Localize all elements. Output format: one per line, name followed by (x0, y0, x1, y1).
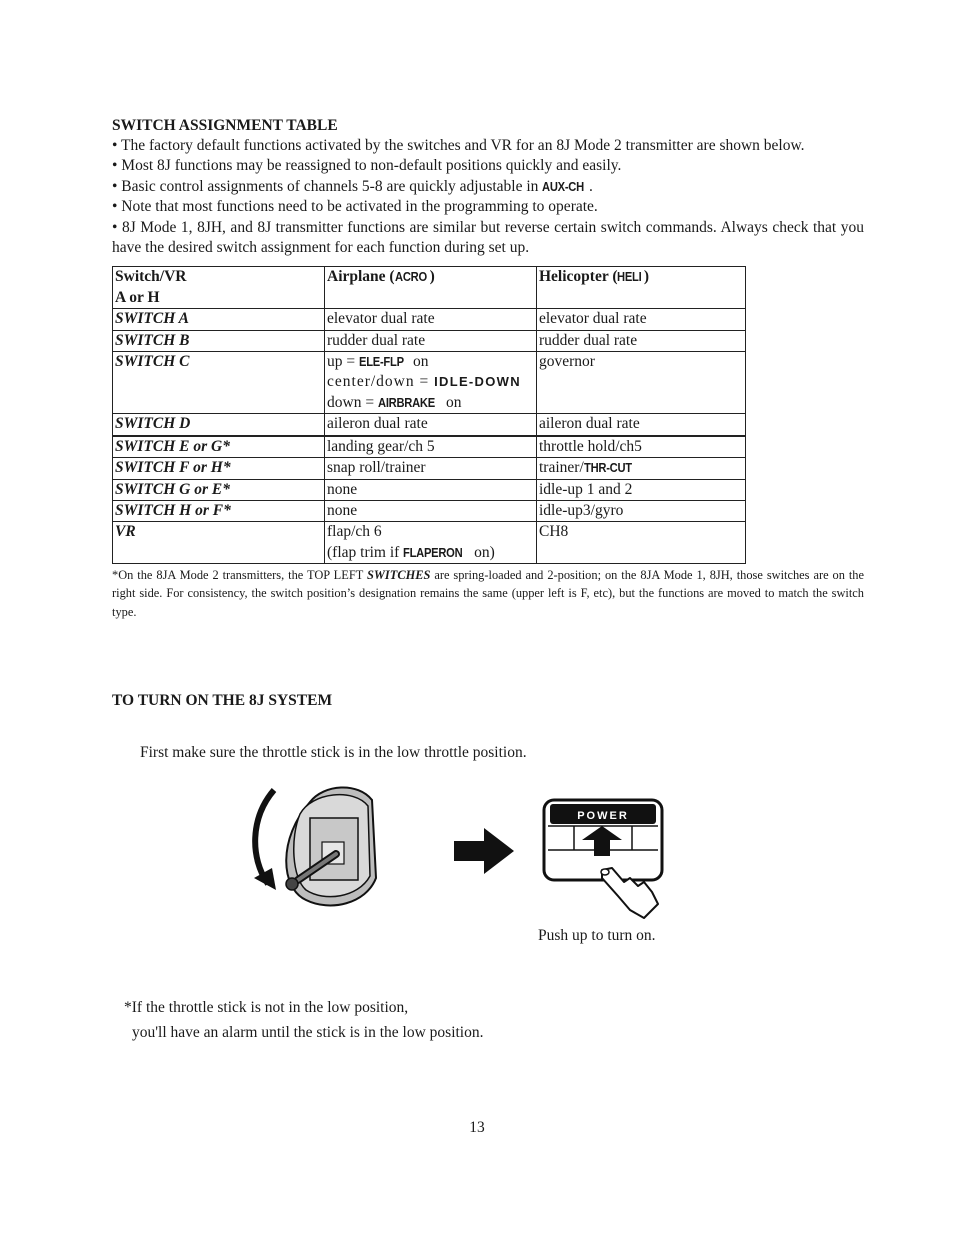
heli-tag: HELI (617, 269, 642, 285)
thr-cut-tag: THR-CUT (583, 460, 632, 476)
header-airplane: Airplane (ACRO ) (325, 267, 537, 309)
switch-cell: VR (113, 522, 325, 564)
section-heading: SWITCH ASSIGNMENT TABLE (112, 117, 338, 134)
aux-ch-tag: AUX-CH (542, 178, 585, 194)
arrow-head (254, 868, 276, 890)
push-caption: Push up to turn on. (538, 927, 656, 944)
switch-cell: SWITCH G or E* (113, 479, 325, 500)
throttle-instruction: First make sure the throttle stick is in the low throttle position. (140, 744, 527, 761)
switch-cell: SWITCH A (113, 309, 325, 330)
right-arrow-icon (454, 828, 516, 874)
page-number: 13 (469, 1119, 485, 1136)
heli-cell: governor (537, 352, 746, 414)
switch-assignment-section (112, 116, 864, 621)
airplane-cell: none (325, 479, 537, 500)
airplane-cell: up = ELE-FLP on center/down = IDLE-DOWN down = AIRBRAKE on (325, 352, 537, 414)
heli-cell: elevator dual rate (537, 309, 746, 330)
power-label: POWER (577, 810, 629, 822)
bullet-2: • Most 8J functions may be reassigned to non-default positions quickly and easily. (112, 157, 622, 175)
switch-cell: SWITCH E or G* (113, 436, 325, 458)
acro-tag: ACRO (394, 269, 427, 285)
heli-cell: idle-up 1 and 2 (537, 479, 746, 500)
section-heading-turn-on: TO TURN ON THE 8J SYSTEM (112, 692, 333, 709)
airplane-cell: aileron dual rate (325, 414, 537, 436)
header-helicopter: Helicopter (HELI ) (537, 267, 746, 309)
airplane-cell: elevator dual rate (325, 309, 537, 330)
airplane-cell: rudder dual rate (325, 330, 537, 351)
table-row (113, 414, 746, 436)
table-row (113, 458, 746, 479)
airplane-cell: flap/ch 6 (flap trim if FLAPERON on) (325, 522, 537, 564)
bullet-4: • Note that most functions need to be activated in the programming to operate. (112, 198, 598, 216)
heli-cell: trainer/THR-CUT (537, 458, 746, 479)
heli-cell: idle-up3/gyro (537, 500, 746, 521)
switch-cell: SWITCH F or H* (113, 458, 325, 479)
table-footnote: *On the 8JA Mode 2 transmitters, the TOP LEFT SWITCHES are spring-loaded and 2-position; on the 8JA Mode 1, 8JH, those switches are on the right side. For consistency, the switch position’s designation remains the same (upper left is F, etc), but the functions are moved to match the switch type. (112, 568, 864, 619)
table-row (113, 436, 746, 458)
header-switch: Switch/VR A or H (113, 267, 325, 309)
warning-line-2: you'll have an alarm until the stick is in the low position. (132, 1024, 484, 1041)
heli-cell: throttle hold/ch5 (537, 436, 746, 458)
bullet-1: • The factory default functions activated by the switches and VR for an 8J Mode 2 transmitter are shown below. (112, 137, 805, 154)
table-row (113, 309, 746, 330)
table-header-row (113, 267, 746, 309)
table-row (113, 500, 746, 521)
heli-cell: rudder dual rate (537, 330, 746, 351)
bullet-5: • 8J Mode 1, 8JH, and 8J transmitter functions are similar but reverse certain switch commands. Always check that you have the desired switch assignment for each function during set up. (112, 218, 864, 257)
power-switch-illustration (540, 796, 670, 920)
throttle-stick-illustration (246, 778, 386, 914)
heli-cell: CH8 (537, 522, 746, 564)
switch-cell: SWITCH H or F* (113, 500, 325, 521)
switch-cell: SWITCH C (113, 352, 325, 414)
airplane-cell: snap roll/trainer (325, 458, 537, 479)
table-row (113, 330, 746, 351)
switch-cell: SWITCH B (113, 330, 325, 351)
warning-line-1: *If the throttle stick is not in the low position, (124, 999, 409, 1016)
airplane-cell: landing gear/ch 5 (325, 436, 537, 458)
table-row (113, 522, 746, 564)
bullet-3: • Basic control assignments of channels 5-8 are quickly adjustable in AUX-CH . (112, 177, 864, 197)
heli-cell: aileron dual rate (537, 414, 746, 436)
table-row (113, 479, 746, 500)
table-row (113, 352, 746, 414)
switch-cell: SWITCH D (113, 414, 325, 436)
airplane-cell: none (325, 500, 537, 521)
switch-assignment-table (112, 266, 746, 564)
idle-down-tag: IDLE-DOWN (434, 374, 521, 390)
airbrake-tag: AIRBRAKE (377, 394, 435, 410)
flaperon-tag: FLAPERON (403, 544, 463, 560)
ele-flp-tag: ELE-FLP (359, 354, 404, 370)
